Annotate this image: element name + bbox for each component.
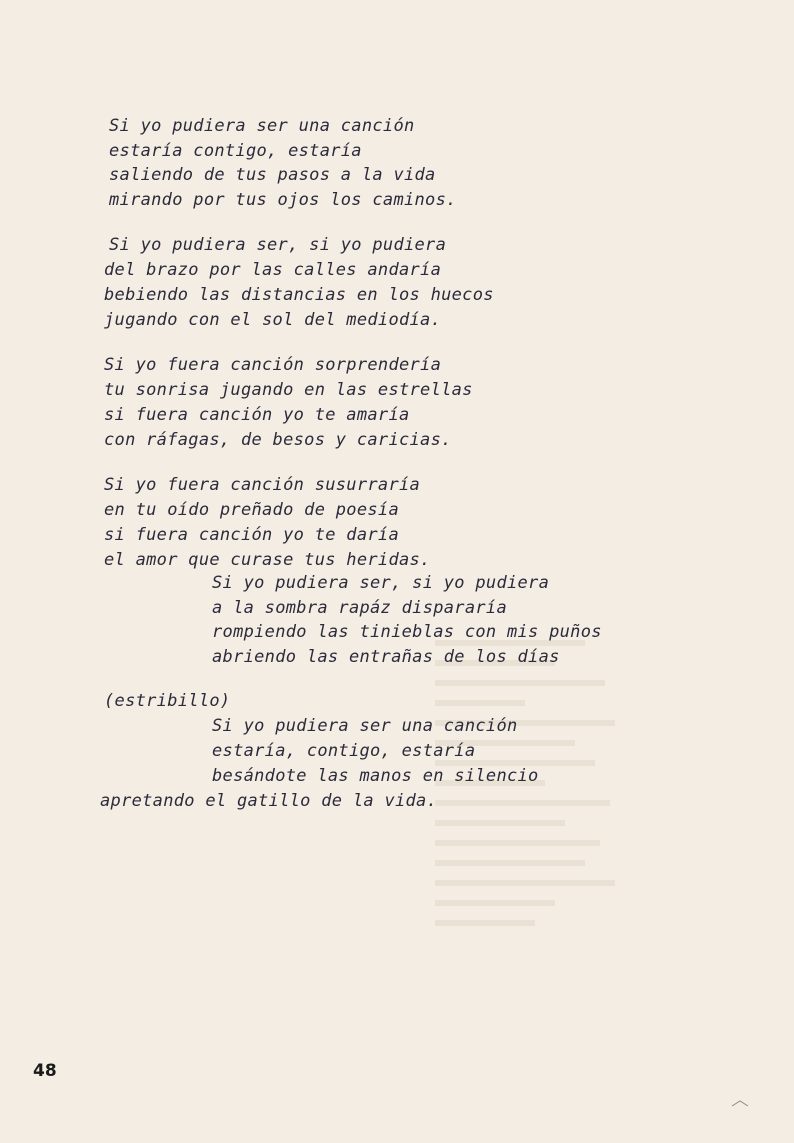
poem-line: jugando con el sol del mediodía.: [104, 310, 442, 330]
poem-line: en tu oído preñado de poesía: [104, 500, 399, 520]
poem-line: Si yo pudiera ser, si yo pudiera: [212, 573, 550, 593]
poem-line: estaría contigo, estaría: [109, 141, 362, 161]
poem-line: Si yo pudiera ser, si yo pudiera: [109, 235, 447, 255]
poem-line: Si yo fuera canción susurraría: [104, 475, 421, 495]
poem-line: mirando por tus ojos los caminos.: [109, 190, 457, 210]
page-number: 48: [33, 1061, 57, 1081]
poem-line: tu sonrisa jugando en las estrellas: [104, 380, 473, 400]
poem-line: con ráfagas, de besos y caricias.: [104, 430, 452, 450]
poem-line: apretando el gatillo de la vida.: [100, 791, 438, 811]
show-through-texture: [435, 640, 695, 940]
poem-line: Si yo pudiera ser una canción: [109, 116, 415, 136]
poem-line: del brazo por las calles andaría: [104, 260, 442, 280]
poem-line: estaría, contigo, estaría: [212, 741, 476, 761]
poem-line: Si yo pudiera ser una canción: [212, 716, 518, 736]
poem-line: bebiendo las distancias en los huecos: [104, 285, 494, 305]
poem-line: el amor que curase tus heridas.: [104, 550, 431, 570]
poem-line: saliendo de tus pasos a la vida: [109, 165, 436, 185]
poem-line: a la sombra rapáz dispararía: [212, 598, 507, 618]
poem-line: si fuera canción yo te amaría: [104, 405, 410, 425]
poem-line: Si yo fuera canción sorprendería: [104, 355, 442, 375]
poem-line: rompiendo las tinieblas con mis puños: [212, 622, 602, 642]
poem-line: abriendo las entrañas de los días: [212, 647, 560, 667]
poem-line: si fuera canción yo te daría: [104, 525, 399, 545]
refrain-label: (estribillo): [104, 691, 231, 711]
poem-line: besándote las manos en silencio: [212, 766, 539, 786]
corner-mark-icon: [730, 1098, 750, 1108]
